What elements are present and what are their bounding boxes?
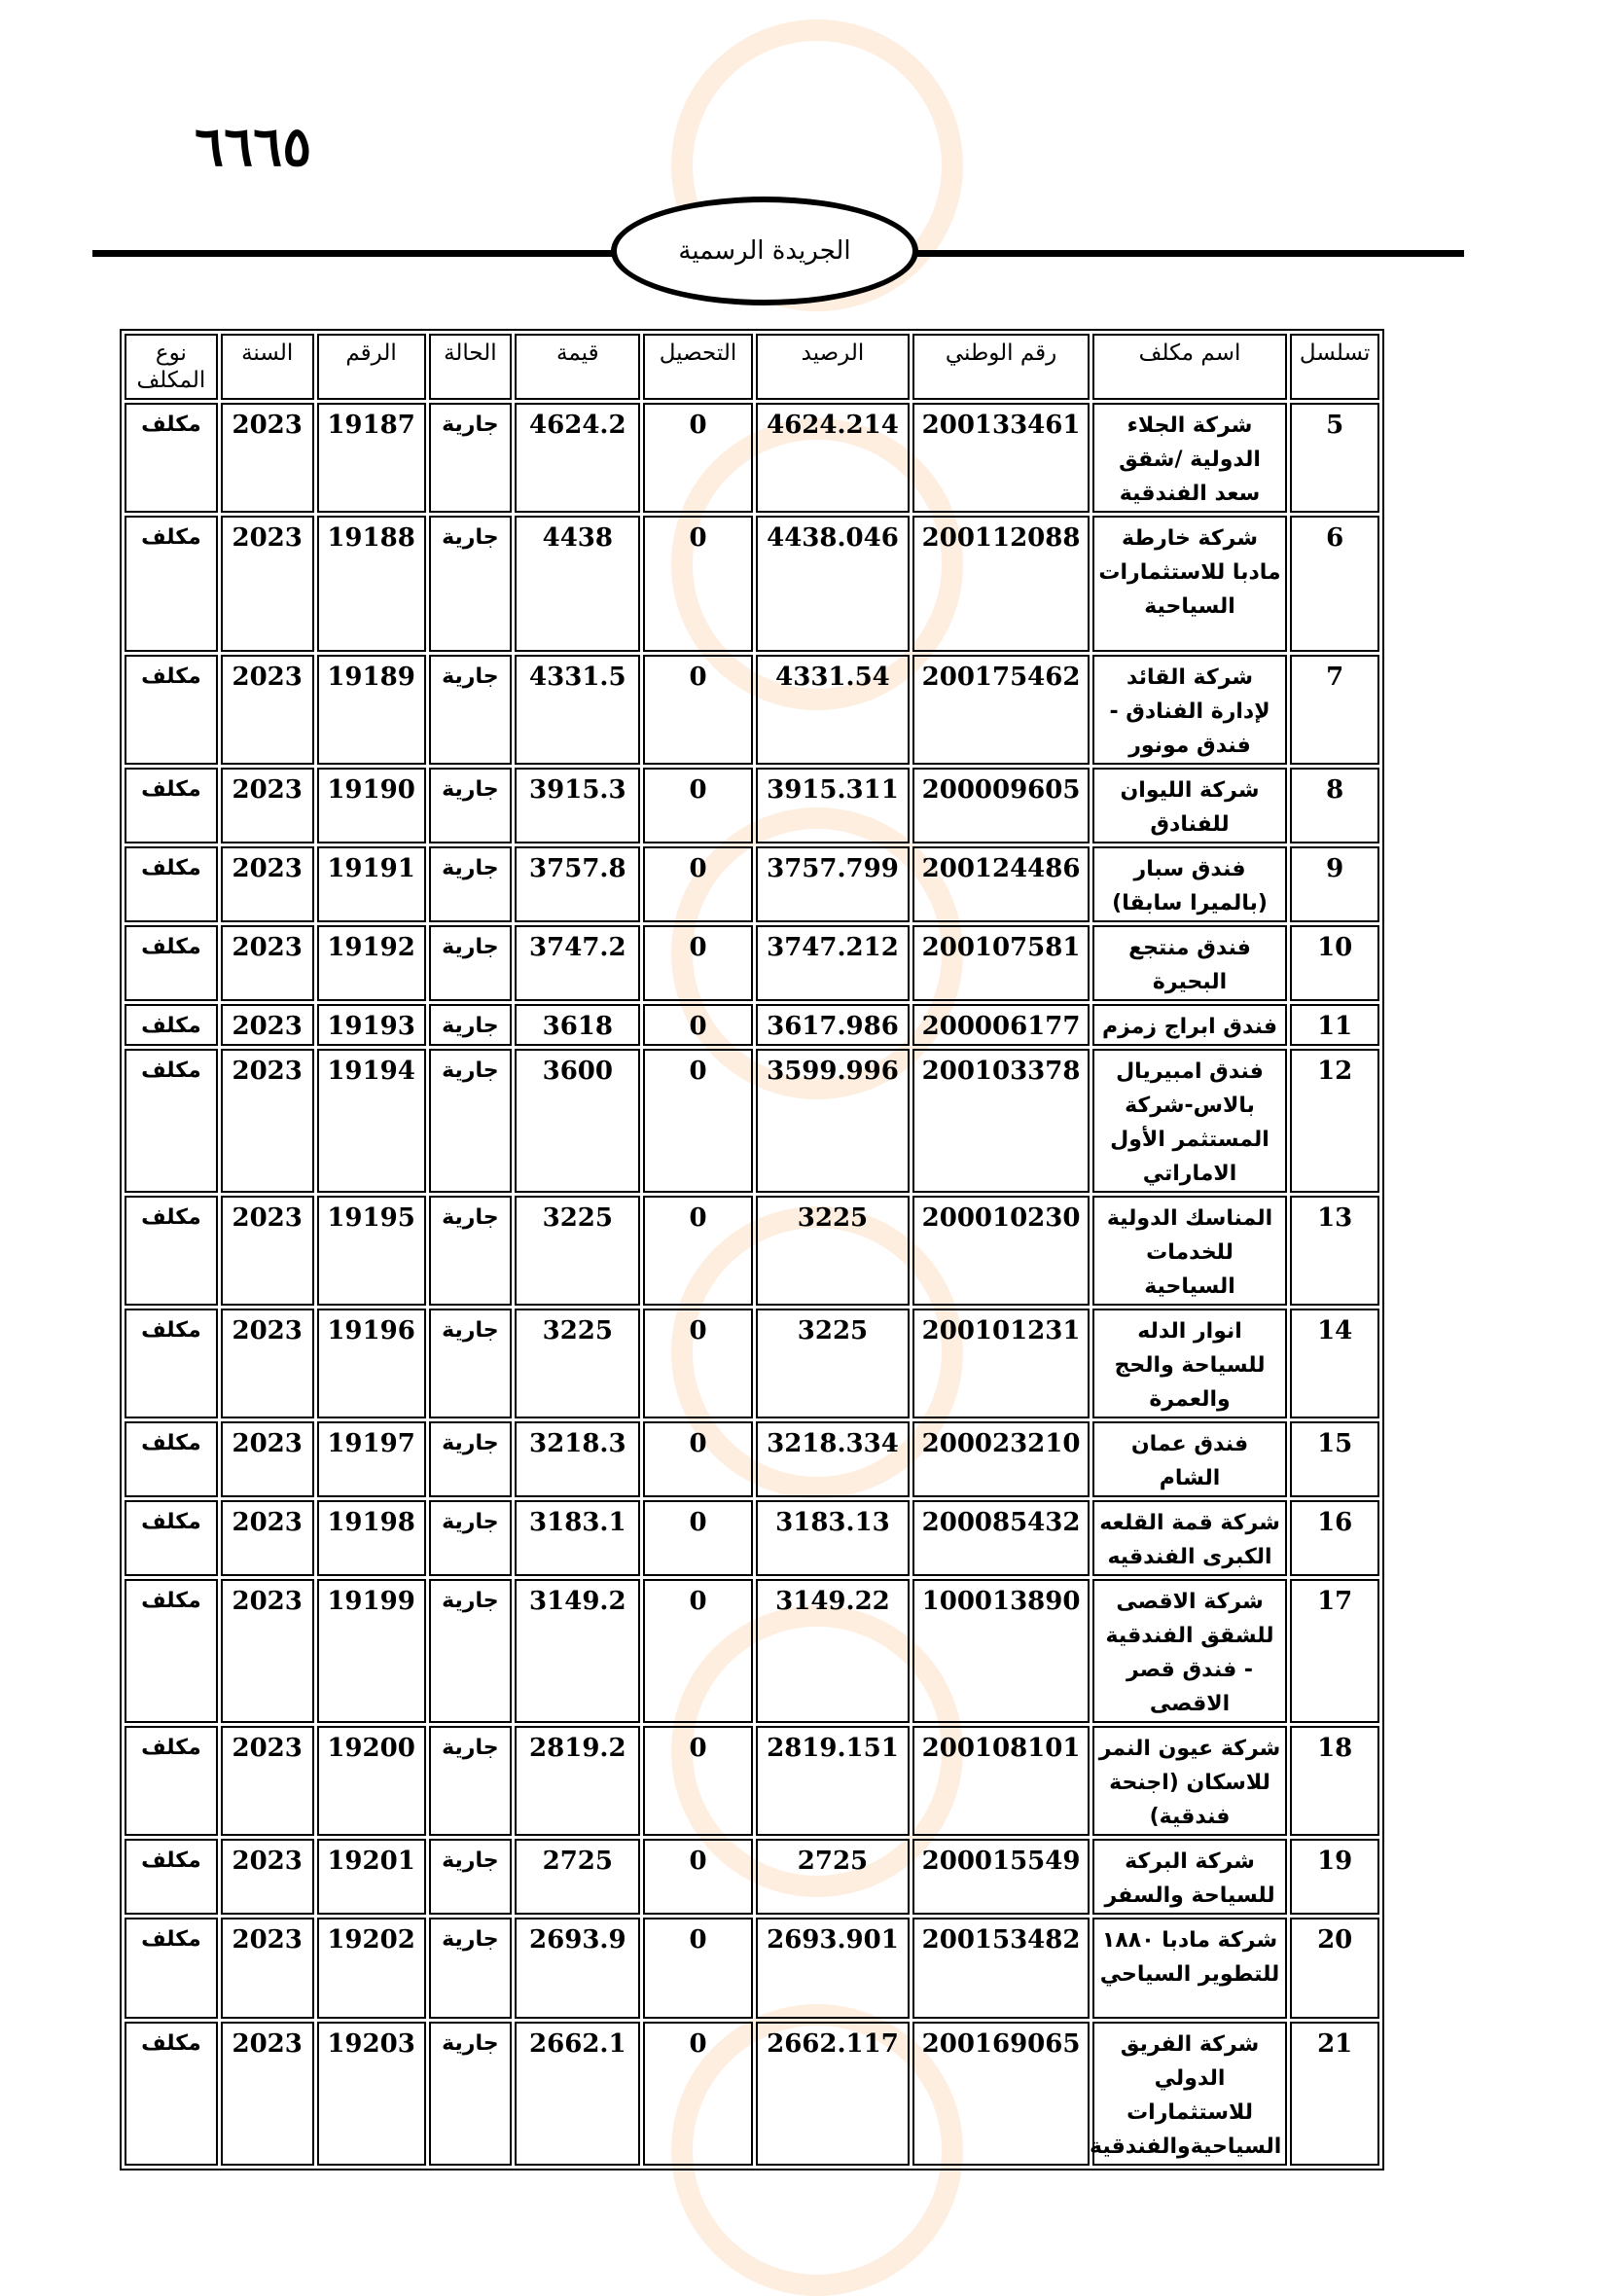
taxpayers-table [120, 329, 1384, 2170]
cell-seq: 6 [1290, 516, 1379, 652]
cell-year: 2023 [221, 1196, 314, 1306]
cell-number: 19187 [317, 403, 426, 513]
cell-status: جارية [429, 1579, 513, 1723]
cell-seq: 10 [1290, 925, 1379, 1001]
header-row [125, 334, 1379, 400]
col-value: قيمة [515, 334, 640, 400]
cell-value: 2693.9 [515, 1918, 640, 2019]
cell-value: 3747.2 [515, 925, 640, 1001]
cell-name: انوار الدله للسياحة والحج والعمرة [1092, 1309, 1288, 1418]
cell-balance: 2662.117 [756, 2022, 911, 2166]
cell-status: جارية [429, 1918, 513, 2019]
cell-type: مكلف [125, 1500, 218, 1576]
cell-number: 19190 [317, 768, 426, 843]
cell-year: 2023 [221, 768, 314, 843]
cell-value: 3757.8 [515, 846, 640, 922]
cell-balance: 4438.046 [756, 516, 911, 652]
cell-number: 19197 [317, 1421, 426, 1497]
cell-balance: 3599.996 [756, 1049, 911, 1193]
col-status: الحالة [429, 334, 513, 400]
table-row [125, 1309, 1379, 1418]
cell-seq: 8 [1290, 768, 1379, 843]
cell-value: 3225 [515, 1309, 640, 1418]
cell-number: 19202 [317, 1918, 426, 2019]
cell-national-id: 200124486 [912, 846, 1089, 922]
cell-balance: 2725 [756, 1839, 911, 1915]
cell-year: 2023 [221, 1049, 314, 1193]
cell-value: 2662.1 [515, 2022, 640, 2166]
table-row [125, 2022, 1379, 2166]
cell-year: 2023 [221, 2022, 314, 2166]
cell-number: 19201 [317, 1839, 426, 1915]
table-row [125, 655, 1379, 765]
col-national-id: رقم الوطني [912, 334, 1089, 400]
cell-national-id: 200015549 [912, 1839, 1089, 1915]
cell-value: 3600 [515, 1049, 640, 1193]
cell-status: جارية [429, 655, 513, 765]
cell-seq: 7 [1290, 655, 1379, 765]
cell-collection: 0 [643, 1839, 752, 1915]
cell-balance: 3225 [756, 1196, 911, 1306]
cell-status: جارية [429, 846, 513, 922]
col-seq: تسلسل [1290, 334, 1379, 400]
cell-seq: 12 [1290, 1049, 1379, 1193]
cell-national-id: 200153482 [912, 1918, 1089, 2019]
cell-national-id: 200023210 [912, 1421, 1089, 1497]
cell-type: مكلف [125, 655, 218, 765]
col-collection: التحصيل [643, 334, 752, 400]
cell-collection: 0 [643, 1500, 752, 1576]
table-row [125, 403, 1379, 513]
cell-seq: 11 [1290, 1004, 1379, 1046]
cell-value: 3218.3 [515, 1421, 640, 1497]
cell-balance: 4331.54 [756, 655, 911, 765]
cell-number: 19198 [317, 1500, 426, 1576]
table-row [125, 925, 1379, 1001]
cell-balance: 2693.901 [756, 1918, 911, 2019]
cell-value: 3183.1 [515, 1500, 640, 1576]
cell-name: شركة قمة القلعه الكبرى الفندقيه [1092, 1500, 1288, 1576]
cell-collection: 0 [643, 846, 752, 922]
table-row [125, 516, 1379, 652]
table-row [125, 1839, 1379, 1915]
cell-year: 2023 [221, 403, 314, 513]
col-number: الرقم [317, 334, 426, 400]
cell-type: مكلف [125, 1726, 218, 1836]
cell-national-id: 200006177 [912, 1004, 1089, 1046]
cell-type: مكلف [125, 925, 218, 1001]
table-row [125, 1004, 1379, 1046]
cell-year: 2023 [221, 1421, 314, 1497]
cell-status: جارية [429, 1196, 513, 1306]
cell-year: 2023 [221, 846, 314, 922]
cell-name: شركة مادبا ١٨٨٠ للتطوير السياحي [1092, 1918, 1288, 2019]
cell-name: فندق منتجع البحيرة [1092, 925, 1288, 1001]
col-name: اسم مكلف [1092, 334, 1288, 400]
cell-balance: 2819.151 [756, 1726, 911, 1836]
col-year: السنة [221, 334, 314, 400]
cell-collection: 0 [643, 516, 752, 652]
cell-national-id: 200133461 [912, 403, 1089, 513]
cell-collection: 0 [643, 1049, 752, 1193]
cell-collection: 0 [643, 1196, 752, 1306]
cell-year: 2023 [221, 925, 314, 1001]
cell-value: 4438 [515, 516, 640, 652]
cell-value: 4331.5 [515, 655, 640, 765]
cell-type: مكلف [125, 1839, 218, 1915]
table-row [125, 1579, 1379, 1723]
cell-year: 2023 [221, 1309, 314, 1418]
cell-collection: 0 [643, 655, 752, 765]
cell-status: جارية [429, 925, 513, 1001]
cell-collection: 0 [643, 768, 752, 843]
cell-balance: 3149.22 [756, 1579, 911, 1723]
cell-national-id: 200010230 [912, 1196, 1089, 1306]
cell-number: 19203 [317, 2022, 426, 2166]
table-row [125, 1500, 1379, 1576]
cell-number: 19188 [317, 516, 426, 652]
cell-type: مكلف [125, 1196, 218, 1306]
cell-balance: 3747.212 [756, 925, 911, 1001]
cell-type: مكلف [125, 1309, 218, 1418]
col-type: نوع المكلف [125, 334, 218, 400]
cell-seq: 17 [1290, 1579, 1379, 1723]
cell-number: 19195 [317, 1196, 426, 1306]
cell-name: المناسك الدولية للخدمات السياحية [1092, 1196, 1288, 1306]
table-row [125, 1421, 1379, 1497]
cell-national-id: 200108101 [912, 1726, 1089, 1836]
cell-name: شركة عيون النمر للاسكان (اجنحة فندقية) [1092, 1726, 1288, 1836]
cell-collection: 0 [643, 1726, 752, 1836]
cell-national-id: 200175462 [912, 655, 1089, 765]
cell-type: مكلف [125, 1918, 218, 2019]
cell-balance: 3617.986 [756, 1004, 911, 1046]
cell-value: 2819.2 [515, 1726, 640, 1836]
cell-name: فندق سبار (بالميرا سابقا) [1092, 846, 1288, 922]
cell-collection: 0 [643, 2022, 752, 2166]
cell-type: مكلف [125, 846, 218, 922]
cell-status: جارية [429, 1839, 513, 1915]
cell-type: مكلف [125, 403, 218, 513]
cell-seq: 9 [1290, 846, 1379, 922]
cell-name: فندق ابراج زمزم [1092, 1004, 1288, 1046]
table-row [125, 1918, 1379, 2019]
cell-seq: 13 [1290, 1196, 1379, 1306]
col-balance: الرصيد [756, 334, 911, 400]
cell-status: جارية [429, 768, 513, 843]
cell-value: 2725 [515, 1839, 640, 1915]
cell-year: 2023 [221, 1839, 314, 1915]
cell-national-id: 200169065 [912, 2022, 1089, 2166]
cell-status: جارية [429, 1004, 513, 1046]
table-row [125, 846, 1379, 922]
cell-type: مكلف [125, 1421, 218, 1497]
cell-collection: 0 [643, 403, 752, 513]
cell-status: جارية [429, 1421, 513, 1497]
cell-name: شركة الجلاء الدولية /شقق سعد الفندقية [1092, 403, 1288, 513]
cell-status: جارية [429, 2022, 513, 2166]
cell-national-id: 200103378 [912, 1049, 1089, 1193]
cell-number: 19194 [317, 1049, 426, 1193]
cell-collection: 0 [643, 1004, 752, 1046]
cell-national-id: 200101231 [912, 1309, 1089, 1418]
cell-status: جارية [429, 1309, 513, 1418]
cell-name: شركة البركة للسياحة والسفر [1092, 1839, 1288, 1915]
cell-number: 19196 [317, 1309, 426, 1418]
cell-year: 2023 [221, 1004, 314, 1046]
cell-status: جارية [429, 1049, 513, 1193]
cell-name: شركة الليوان للفنادق [1092, 768, 1288, 843]
cell-number: 19191 [317, 846, 426, 922]
cell-national-id: 200112088 [912, 516, 1089, 652]
cell-status: جارية [429, 1726, 513, 1836]
cell-name: فندق امبيريال بالاس-شركة المستثمر الأول الاماراتي [1092, 1049, 1288, 1193]
cell-value: 4624.2 [515, 403, 640, 513]
cell-balance: 3218.334 [756, 1421, 911, 1497]
cell-seq: 5 [1290, 403, 1379, 513]
cell-balance: 3183.13 [756, 1500, 911, 1576]
cell-collection: 0 [643, 1579, 752, 1723]
cell-balance: 3225 [756, 1309, 911, 1418]
cell-type: مكلف [125, 1049, 218, 1193]
cell-number: 19200 [317, 1726, 426, 1836]
cell-national-id: 200107581 [912, 925, 1089, 1001]
cell-year: 2023 [221, 516, 314, 652]
cell-name: شركة الفريق الدولي للاستثمارات السياحيةوالفندقية [1092, 2022, 1288, 2166]
cell-value: 3618 [515, 1004, 640, 1046]
cell-seq: 15 [1290, 1421, 1379, 1497]
cell-number: 19189 [317, 655, 426, 765]
cell-value: 3225 [515, 1196, 640, 1306]
cell-collection: 0 [643, 1918, 752, 2019]
table-row [125, 1049, 1379, 1193]
cell-name: شركة القائد لإدارة الفنادق - فندق مونور [1092, 655, 1288, 765]
cell-year: 2023 [221, 1918, 314, 2019]
cell-status: جارية [429, 516, 513, 652]
cell-national-id: 200085432 [912, 1500, 1089, 1576]
cell-national-id: 200009605 [912, 768, 1089, 843]
cell-seq: 19 [1290, 1839, 1379, 1915]
cell-year: 2023 [221, 1726, 314, 1836]
table-row [125, 1726, 1379, 1836]
cell-type: مكلف [125, 1579, 218, 1723]
cell-collection: 0 [643, 925, 752, 1001]
cell-value: 3915.3 [515, 768, 640, 843]
cell-type: مكلف [125, 768, 218, 843]
cell-national-id: 100013890 [912, 1579, 1089, 1723]
cell-status: جارية [429, 403, 513, 513]
cell-number: 19199 [317, 1579, 426, 1723]
cell-seq: 21 [1290, 2022, 1379, 2166]
cell-name: فندق عمان الشام [1092, 1421, 1288, 1497]
cell-collection: 0 [643, 1421, 752, 1497]
cell-type: مكلف [125, 2022, 218, 2166]
cell-status: جارية [429, 1500, 513, 1576]
cell-year: 2023 [221, 1579, 314, 1723]
cell-seq: 16 [1290, 1500, 1379, 1576]
table-row [125, 1196, 1379, 1306]
page-number: ٦٦٦٥ [195, 115, 312, 179]
cell-seq: 18 [1290, 1726, 1379, 1836]
cell-collection: 0 [643, 1309, 752, 1418]
cell-type: مكلف [125, 1004, 218, 1046]
cell-name: شركة الاقصى للشقق الفندقية - فندق قصر الاقصى [1092, 1579, 1288, 1723]
cell-year: 2023 [221, 1500, 314, 1576]
cell-balance: 4624.214 [756, 403, 911, 513]
cell-year: 2023 [221, 655, 314, 765]
cell-seq: 20 [1290, 1918, 1379, 2019]
cell-value: 3149.2 [515, 1579, 640, 1723]
table-row [125, 768, 1379, 843]
gazette-title: الجريدة الرسمية [611, 197, 918, 305]
cell-number: 19192 [317, 925, 426, 1001]
cell-balance: 3757.799 [756, 846, 911, 922]
cell-number: 19193 [317, 1004, 426, 1046]
cell-type: مكلف [125, 516, 218, 652]
cell-balance: 3915.311 [756, 768, 911, 843]
cell-name: شركة خارطة مادبا للاستثمارات السياحية [1092, 516, 1288, 652]
cell-seq: 14 [1290, 1309, 1379, 1418]
